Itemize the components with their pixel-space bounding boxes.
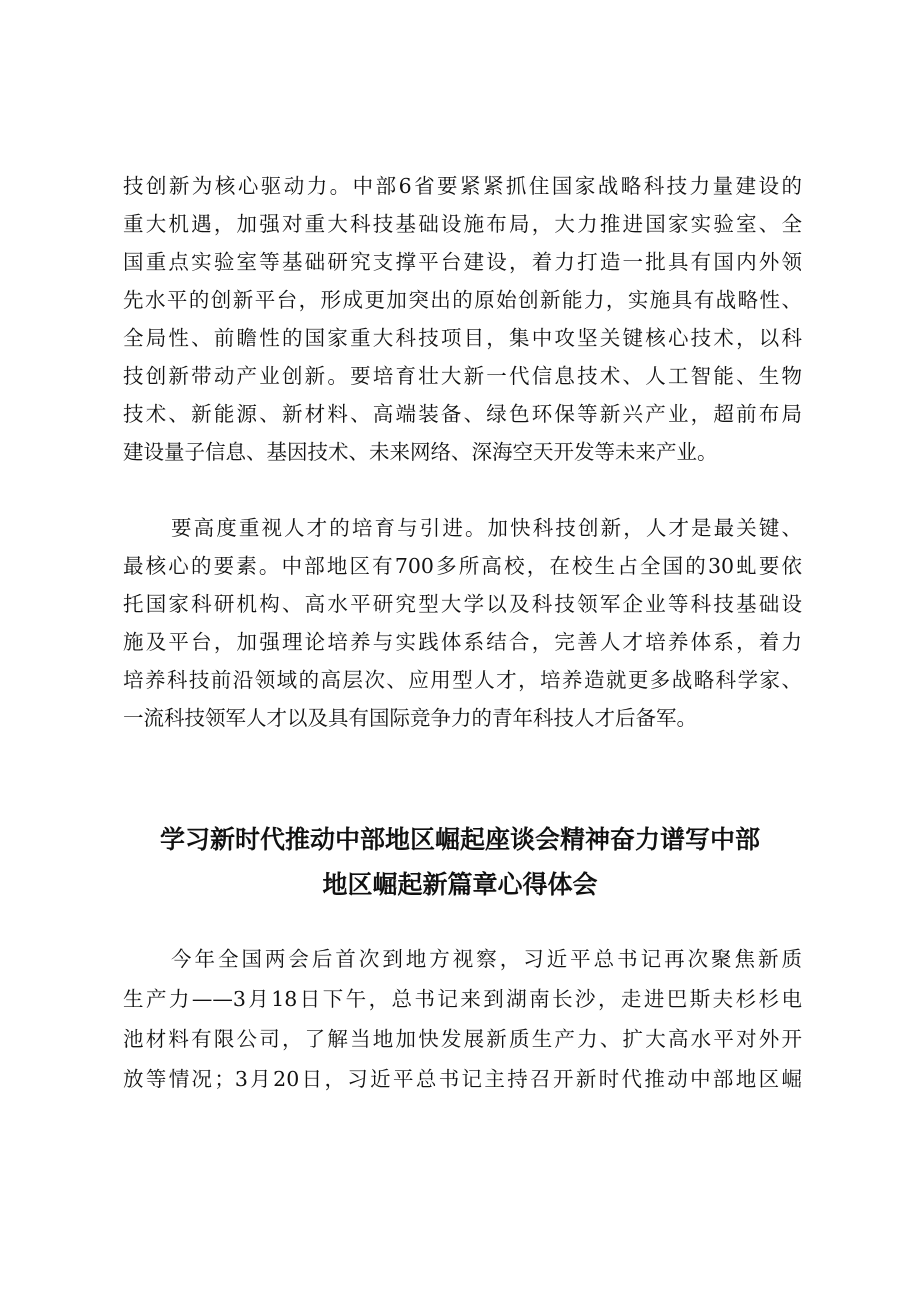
paragraph-line: 建设量子信息、基因技术、未来网络、深海空天开发等未来产业。 [123,440,718,464]
paragraph-line: 要高度重视人才的培育与引进。加快科技创新，人才是最关键、 [171,516,802,540]
paragraph-line: 全局性、前瞻性的国家重大科技项目，集中攻坚关键核心技术，以科 [123,326,802,350]
paragraph-line: 放等情况；3月20日，习近平总书记主持召开新时代推动中部地区崛 [123,1067,802,1091]
paragraph-line: 重大机遇，加强对重大科技基础设施布局，大力推进国家实验室、全 [123,212,802,236]
paragraph-line: 一流科技领军人才以及具有国际竞争力的青年科技人才后备军。 [123,706,697,730]
paragraph-line: 托国家科研机构、高水平研究型大学以及科技领军企业等科技基础设 [123,592,802,616]
paragraph-line: 生产力——3月18日下午，总书记来到湖南长沙，走进巴斯夫杉杉电 [123,987,802,1011]
paragraph-line: 培养科技前沿领域的高层次、应用型人才，培养造就更多战略科学家、 [123,668,802,692]
paragraph-line: 今年全国两会后首次到地方视察，习近平总书记再次聚焦新质 [171,947,802,971]
paragraph-line: 技创新带动产业创新。要培育壮大新一代信息技术、人工智能、生物 [123,364,802,388]
paragraph-line: 技术、新能源、新材料、高端装备、绿色环保等新兴产业，超前布局 [123,402,802,426]
paragraph-line: 施及平台，加强理论培养与实践体系结合，完善人才培养体系，着力 [123,630,802,654]
heading-line-1: 学习新时代推动中部地区崛起座谈会精神奋力谱写中部 [159,825,760,854]
paragraph-line: 国重点实验室等基础研究支撑平台建设，着力打造一批具有国内外领 [123,250,802,274]
paragraph-line: 先水平的创新平台，形成更加突出的原始创新能力，实施具有战略性、 [123,288,802,312]
paragraph-line: 最核心的要素。中部地区有700多所高校，在校生占全国的30虬要依 [123,554,802,578]
paragraph-line: 技创新为核心驱动力。中部6省要紧紧抓住国家战略科技力量建设的 [123,174,802,198]
heading-line-2: 地区崛起新篇章心得体会 [322,870,598,899]
paragraph-line: 池材料有限公司，了解当地加快发展新质生产力、扩大高水平对外开 [123,1027,802,1051]
